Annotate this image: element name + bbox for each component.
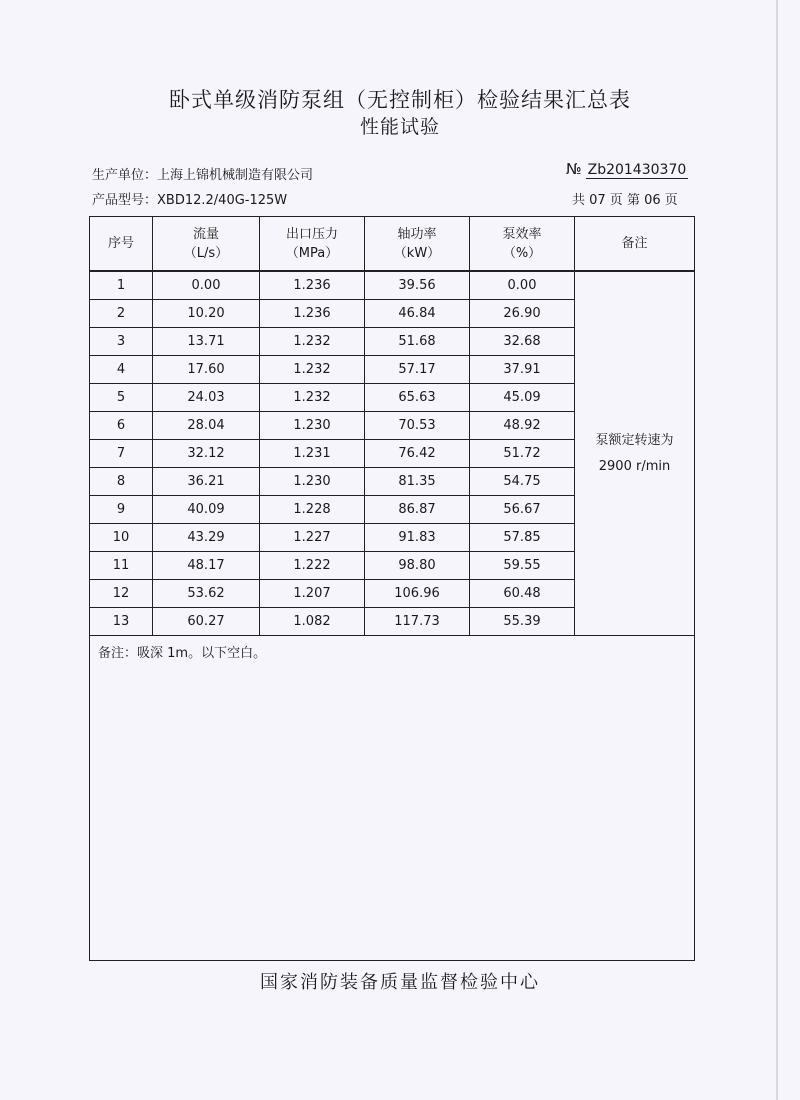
cell-power: 76.42 bbox=[365, 440, 470, 468]
cell-pressure: 1.227 bbox=[260, 524, 365, 552]
cell-seq: 13 bbox=[90, 608, 153, 636]
cell-power: 98.80 bbox=[365, 552, 470, 580]
cell-efficiency: 26.90 bbox=[470, 300, 575, 328]
cell-flow: 48.17 bbox=[153, 552, 260, 580]
cell-efficiency: 48.92 bbox=[470, 412, 575, 440]
cell-efficiency: 55.39 bbox=[470, 608, 575, 636]
cell-flow: 0.00 bbox=[153, 271, 260, 300]
cell-efficiency: 32.68 bbox=[470, 328, 575, 356]
model-line bbox=[92, 189, 287, 208]
cell-power: 57.17 bbox=[365, 356, 470, 384]
remark-line-2: 2900 r/min bbox=[598, 458, 671, 474]
cell-power: 39.56 bbox=[365, 271, 470, 300]
header-flow: 流量 （L/s） bbox=[153, 217, 260, 272]
cell-efficiency: 59.55 bbox=[470, 552, 575, 580]
producer-line bbox=[92, 164, 313, 183]
cell-seq: 7 bbox=[90, 440, 153, 468]
note-cell: 备注：吸深 1m。以下空白。 bbox=[90, 636, 695, 961]
results-table bbox=[89, 216, 695, 961]
cell-efficiency: 57.85 bbox=[470, 524, 575, 552]
cell-flow: 28.04 bbox=[153, 412, 260, 440]
cell-power: 81.35 bbox=[365, 468, 470, 496]
document-subtitle: 性能试验 bbox=[359, 116, 440, 138]
cell-flow: 40.09 bbox=[153, 496, 260, 524]
table-body bbox=[90, 271, 695, 961]
cell-seq: 1 bbox=[90, 271, 153, 300]
document-title: 卧式单级消防泵组（无控制柜）检验结果汇总表 bbox=[169, 88, 631, 112]
cell-efficiency: 54.75 bbox=[470, 468, 575, 496]
cell-pressure: 1.231 bbox=[260, 440, 365, 468]
cell-pressure: 1.222 bbox=[260, 552, 365, 580]
cell-efficiency: 56.67 bbox=[470, 496, 575, 524]
cell-seq: 10 bbox=[90, 524, 153, 552]
cell-flow: 60.27 bbox=[153, 608, 260, 636]
cell-flow: 53.62 bbox=[153, 580, 260, 608]
cell-seq: 8 bbox=[90, 468, 153, 496]
cell-pressure: 1.082 bbox=[260, 608, 365, 636]
number-symbol: № bbox=[566, 160, 582, 178]
cell-seq: 9 bbox=[90, 496, 153, 524]
number-value: Zb201430370 bbox=[587, 162, 687, 178]
report-number bbox=[566, 160, 688, 178]
cell-flow: 36.21 bbox=[153, 468, 260, 496]
table-row bbox=[90, 271, 695, 300]
remark-line-1: 泵额定转速为 bbox=[595, 432, 674, 448]
cell-pressure: 1.230 bbox=[260, 468, 365, 496]
cell-seq: 12 bbox=[90, 580, 153, 608]
cell-flow: 17.60 bbox=[153, 356, 260, 384]
cell-pressure: 1.236 bbox=[260, 271, 365, 300]
header-remark: 备注 bbox=[575, 217, 695, 272]
header-row bbox=[90, 217, 695, 272]
cell-efficiency: 45.09 bbox=[470, 384, 575, 412]
cell-power: 65.63 bbox=[365, 384, 470, 412]
model-label: 产品型号： bbox=[92, 193, 158, 208]
cell-flow: 32.12 bbox=[153, 440, 260, 468]
cell-efficiency: 60.48 bbox=[470, 580, 575, 608]
scan-edge bbox=[776, 0, 778, 1100]
cell-seq: 6 bbox=[90, 412, 153, 440]
cell-flow: 24.03 bbox=[153, 384, 260, 412]
cell-efficiency: 37.91 bbox=[470, 356, 575, 384]
cell-pressure: 1.232 bbox=[260, 328, 365, 356]
page-info: 共 07 页 第 06 页 bbox=[572, 193, 678, 208]
cell-pressure: 1.228 bbox=[260, 496, 365, 524]
cell-power: 46.84 bbox=[365, 300, 470, 328]
cell-seq: 11 bbox=[90, 552, 153, 580]
cell-power: 70.53 bbox=[365, 412, 470, 440]
header-power: 轴功率 （kW） bbox=[365, 217, 470, 272]
cell-pressure: 1.236 bbox=[260, 300, 365, 328]
cell-power: 106.96 bbox=[365, 580, 470, 608]
cell-flow: 10.20 bbox=[153, 300, 260, 328]
cell-efficiency: 51.72 bbox=[470, 440, 575, 468]
issuer-footer: 国家消防装备质量监督检验中心 bbox=[260, 972, 540, 993]
cell-pressure: 1.230 bbox=[260, 412, 365, 440]
producer-label: 生产单位： bbox=[92, 168, 158, 183]
cell-seq: 2 bbox=[90, 300, 153, 328]
cell-power: 91.83 bbox=[365, 524, 470, 552]
header-seq: 序号 bbox=[90, 217, 153, 272]
cell-pressure: 1.232 bbox=[260, 384, 365, 412]
remark-cell bbox=[575, 271, 695, 636]
note-row bbox=[90, 636, 695, 961]
cell-power: 86.87 bbox=[365, 496, 470, 524]
header-efficiency: 泵效率 （%） bbox=[470, 217, 575, 272]
header-pressure: 出口压力 （MPa） bbox=[260, 217, 365, 272]
cell-seq: 4 bbox=[90, 356, 153, 384]
producer-value: 上海上锦机械制造有限公司 bbox=[157, 168, 314, 183]
cell-power: 51.68 bbox=[365, 328, 470, 356]
cell-seq: 5 bbox=[90, 384, 153, 412]
cell-seq: 3 bbox=[90, 328, 153, 356]
cell-power: 117.73 bbox=[365, 608, 470, 636]
model-value: XBD12.2/40G-125W bbox=[157, 193, 288, 208]
cell-pressure: 1.207 bbox=[260, 580, 365, 608]
cell-efficiency: 0.00 bbox=[470, 271, 575, 300]
cell-flow: 43.29 bbox=[153, 524, 260, 552]
cell-flow: 13.71 bbox=[153, 328, 260, 356]
cell-pressure: 1.232 bbox=[260, 356, 365, 384]
